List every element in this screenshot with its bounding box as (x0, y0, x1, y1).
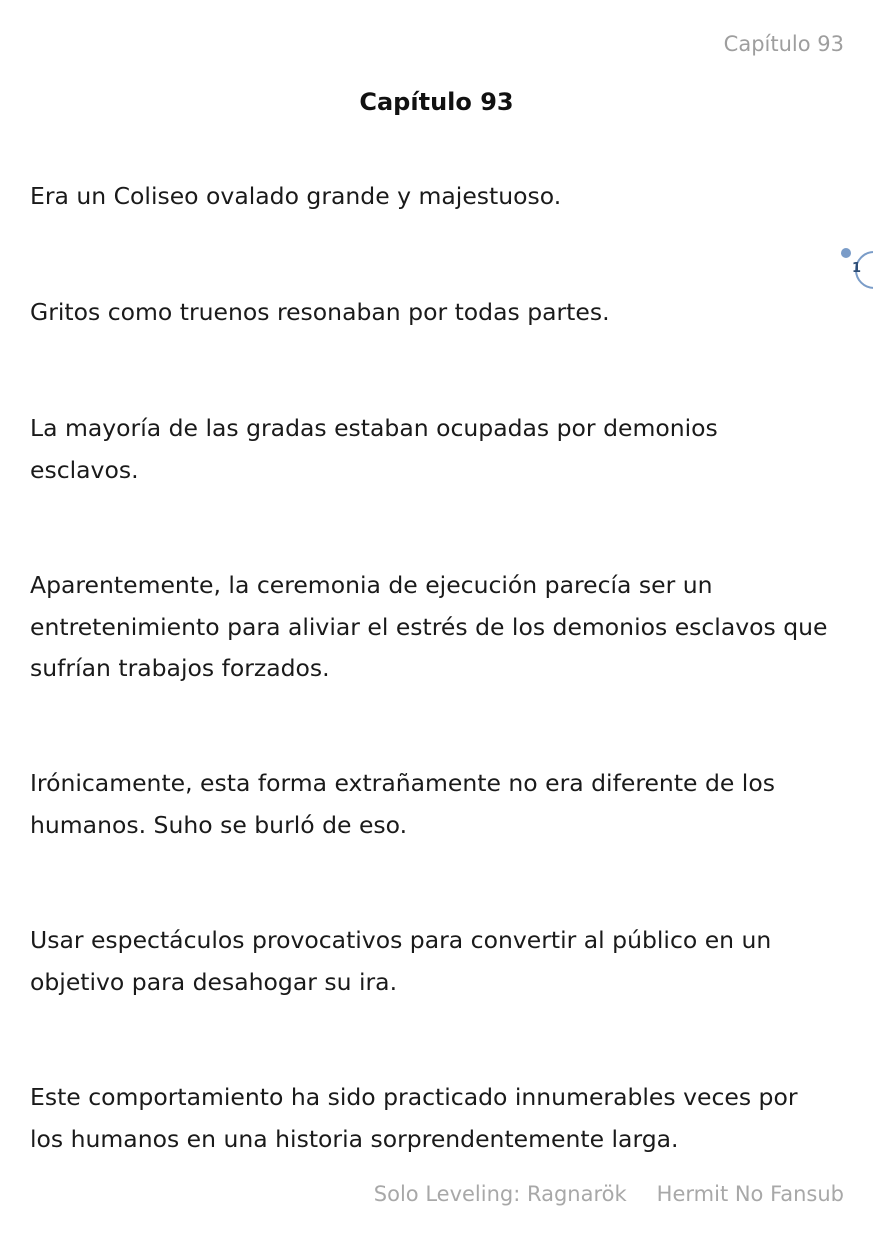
running-header-title: Capítulo 93 (723, 32, 844, 56)
paragraph: Usar espectáculos provocativos para convertir al público en un objetivo para desahogar su ira. (30, 926, 772, 996)
paragraph: La mayoría de las gradas estaban ocupadas por demonios esclavos. (30, 414, 718, 484)
page-marker-number: 1 (852, 261, 862, 276)
page-marker-dot-icon (841, 248, 851, 258)
footer-translator: Hermit No Fansub (656, 1182, 844, 1206)
paragraph: Gritos como truenos resonaban por todas partes. (30, 298, 610, 326)
footer-book-title: Solo Leveling: Ragnarök (373, 1182, 627, 1206)
paragraph: Era un Coliseo ovalado grande y majestuoso. (30, 182, 562, 210)
paragraph: Irónicamente, esta forma extrañamente no era diferente de los humanos. Suho se burló de eso. (30, 769, 775, 839)
paragraph: Aparentemente, la ceremonia de ejecución parecía ser un entretenimiento para aliviar el estrés de los demonios esclavos que sufrían trabajos forzados. (30, 571, 828, 682)
paragraph: Este comportamiento ha sido practicado innumerables veces por los humanos en una historia sorprendentemente larga. (30, 1083, 798, 1153)
footer (374, 1182, 844, 1206)
chapter-title: Capítulo 93 (359, 88, 514, 116)
